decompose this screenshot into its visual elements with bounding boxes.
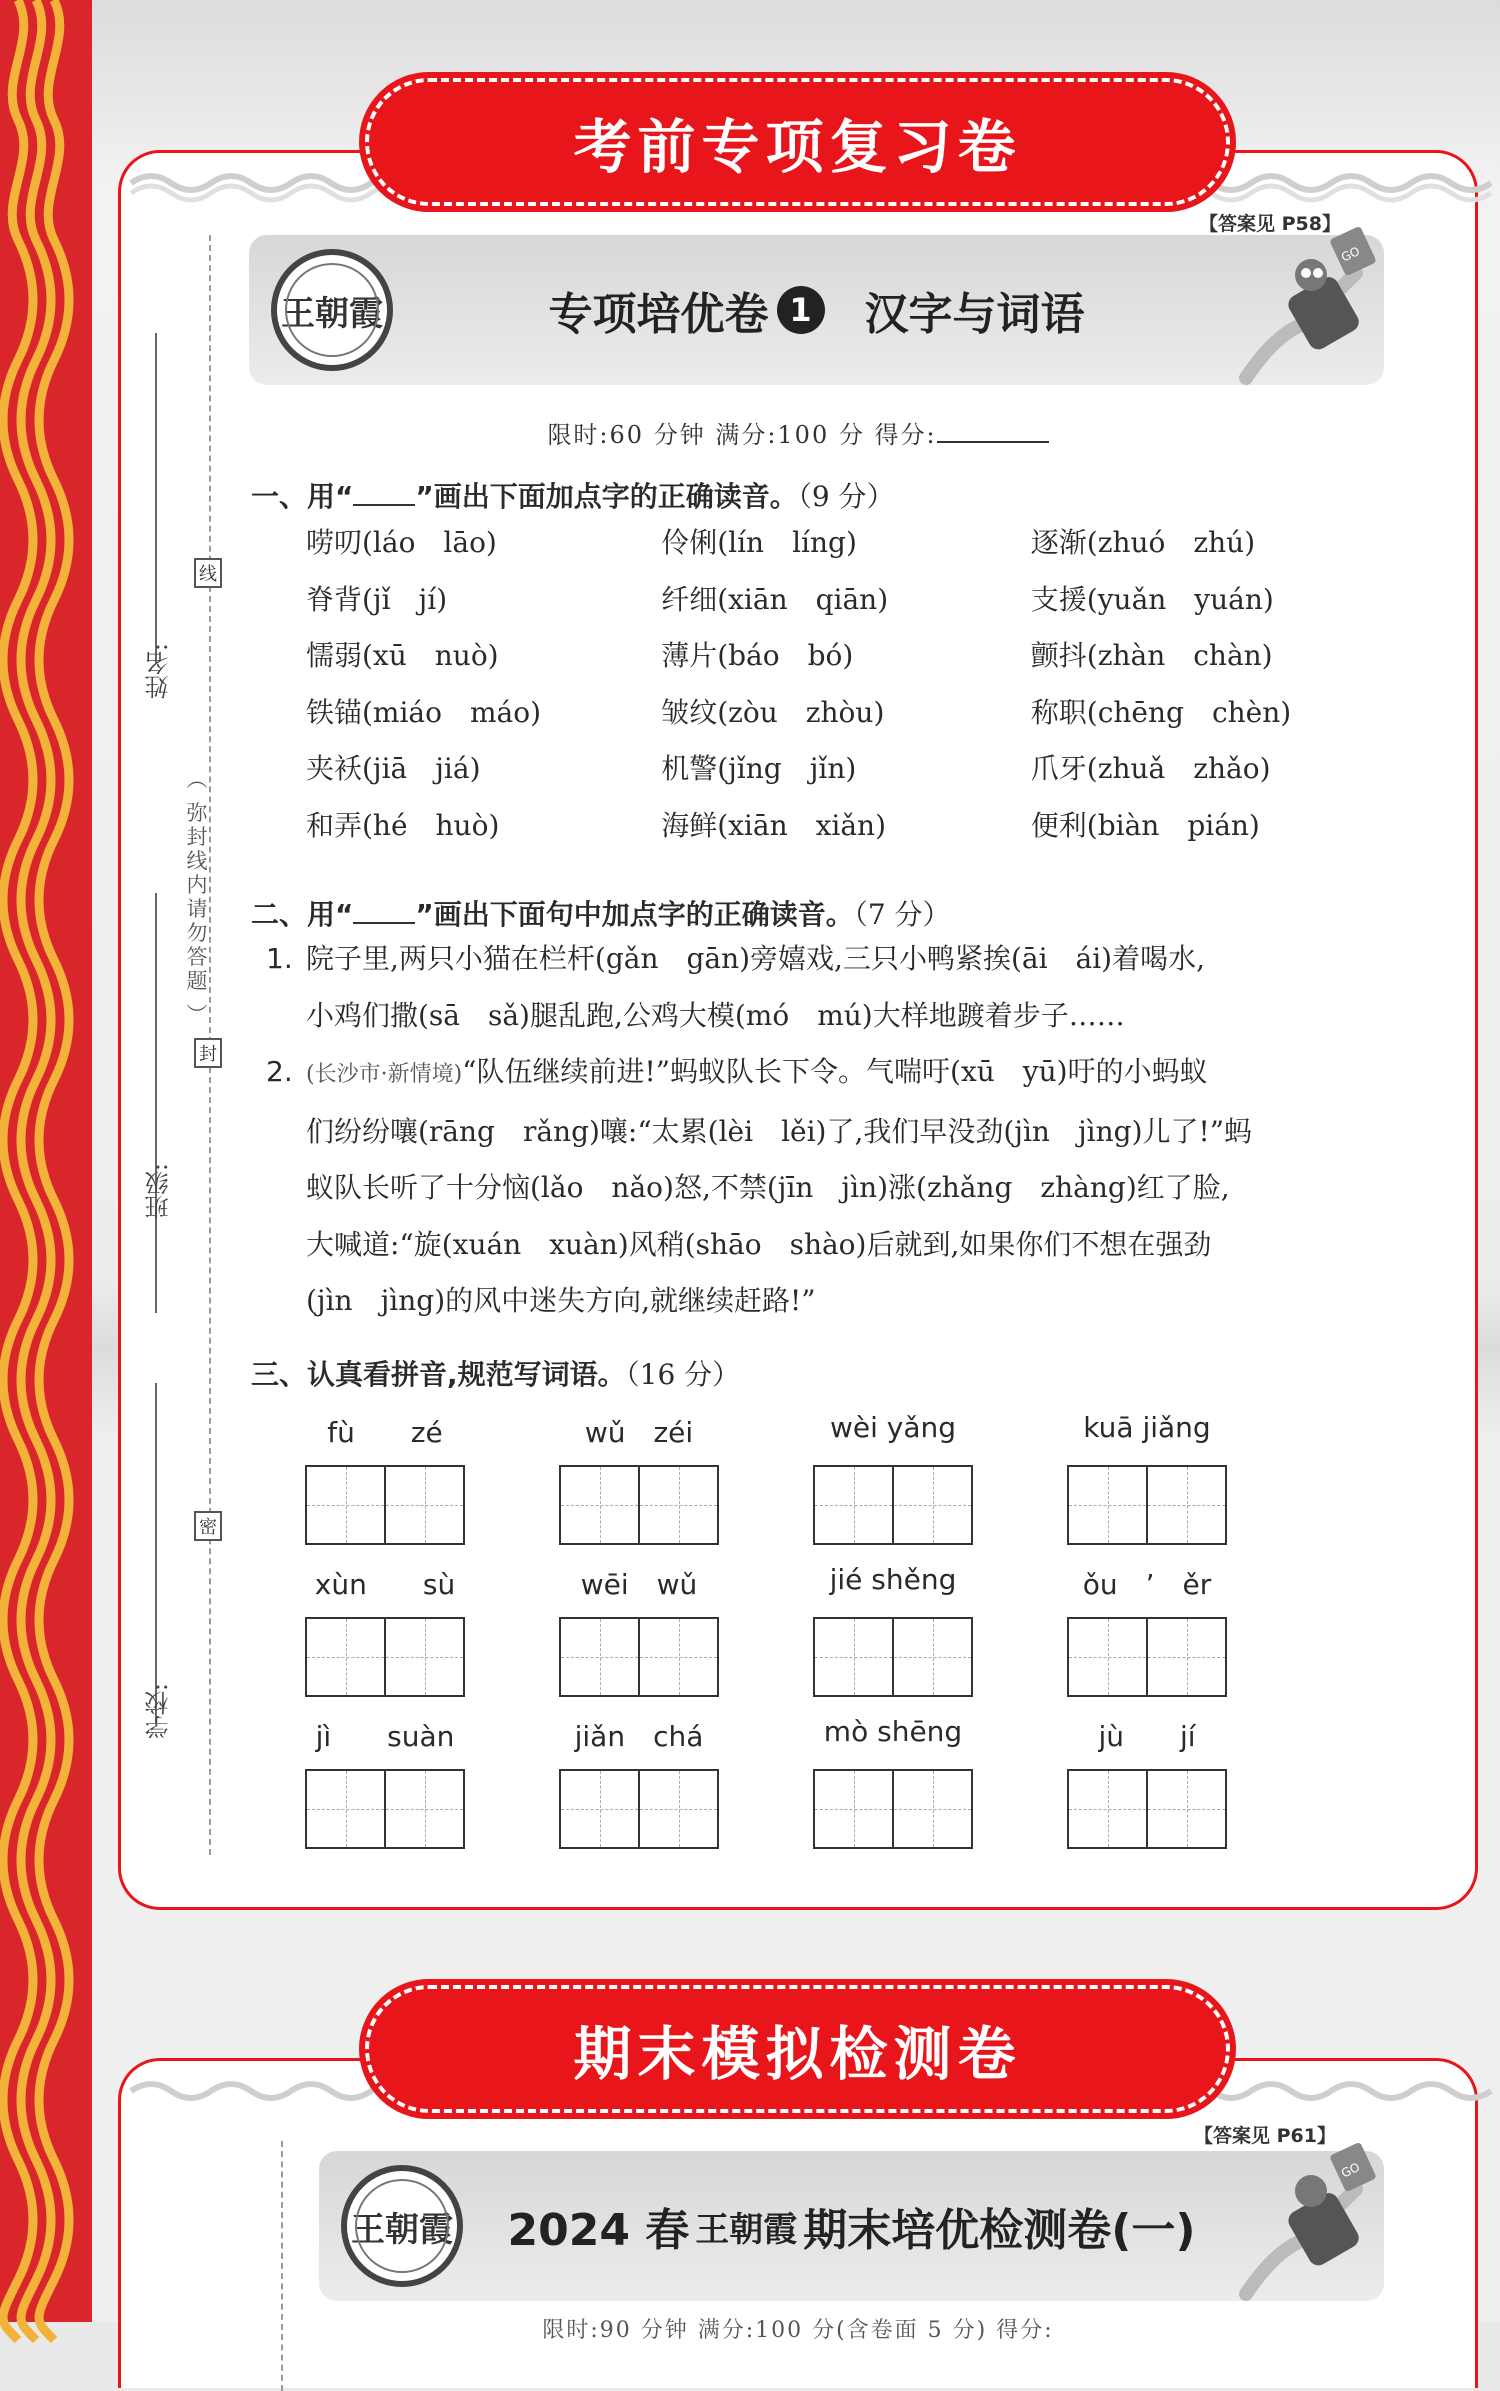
seal-warning-note: （ 弥封线内请勿答题 ） (184, 768, 208, 1028)
paper-title (429, 2151, 1274, 2301)
tianzige-boxes[interactable] (813, 1617, 973, 1697)
title-main: 汉字与词语 (864, 289, 1085, 340)
score-blank[interactable] (937, 421, 1049, 443)
q1-item[interactable]: 海鲜(xiān xiǎn) (661, 808, 886, 842)
pinyin-box-item (305, 1715, 465, 1849)
tianzige-boxes[interactable] (305, 1617, 465, 1697)
q2-passage-1[interactable] (266, 931, 1396, 1044)
pinyin-label: kuā jiǎng (1083, 1411, 1211, 1444)
pinyin-label: wǔ zéi (584, 1416, 694, 1449)
pinyin-label: xùn sù (314, 1568, 456, 1601)
q1-item[interactable]: 薄片(báo bó) (661, 639, 854, 673)
q1-item[interactable]: 唠叨(láo lāo) (306, 526, 497, 560)
tianzige-boxes[interactable] (559, 1769, 719, 1849)
paper-title-box (249, 235, 1384, 385)
q2-p2-line: 们纷纷嚷(rāng rǎng)嚷:“太累(lèi lěi)了,我们早没劲(jìn jìng)儿了!”蚂 (306, 1114, 1253, 1148)
q3-points: （16 分） (625, 1358, 741, 1391)
q1-item[interactable]: 纤细(xiān qiān) (661, 582, 889, 616)
tianzige-boxes[interactable] (559, 1465, 719, 1545)
q1-row (306, 796, 1386, 853)
svg-text:GO: GO (1339, 2160, 1363, 2181)
tianzige-boxes[interactable] (1067, 1617, 1227, 1697)
pinyin-label: jù jí (1098, 1720, 1196, 1753)
tianzige-boxes[interactable] (559, 1617, 719, 1697)
brand-logo: 王朝霞 (341, 2165, 463, 2287)
pinyin-box-item (813, 1715, 973, 1849)
title-number-badge: 1 (777, 286, 825, 334)
seal-mark-feng: 封 (194, 1038, 222, 1068)
pinyin-box-item (1067, 1563, 1227, 1697)
q2-p1-line: 院子里,两只小猫在栏杆(gǎn gān)旁嬉戏,三只小鸭紧挨(āi ái)着喝水, (306, 942, 1205, 975)
svg-text:GO: GO (1339, 244, 1363, 265)
seal-mark-mi: 密 (194, 1511, 222, 1541)
q1-item[interactable]: 逐渐(zhuó zhú) (1030, 526, 1256, 560)
q1-item[interactable]: 支援(yuǎn yuán) (1030, 582, 1274, 616)
q2-points: （7 分） (853, 898, 951, 931)
q3-title: 三、认真看拼音,规范写词语。 (251, 1358, 626, 1391)
q1-row (306, 626, 1386, 683)
pinyin-box-item (1067, 1411, 1227, 1545)
class-label: 班级: (145, 1163, 173, 1220)
answer-reference: 【答案见 P61】 (1190, 2121, 1340, 2148)
pinyin-label: wēi wǔ (580, 1568, 698, 1601)
section-banner-final-mock: 期末模拟检测卷 (365, 1985, 1230, 2113)
tianzige-boxes[interactable] (305, 1769, 465, 1849)
tianzige-boxes[interactable] (813, 1465, 973, 1545)
name-write-line (155, 333, 157, 663)
q2-p2-number: 2. (266, 1055, 293, 1088)
pinyin-label: mò shēng (823, 1715, 963, 1748)
pinyin-label: jì suàn (315, 1720, 455, 1753)
pinyin-box-item (1067, 1715, 1227, 1849)
left-decorative-band (0, 0, 92, 2322)
q1-item[interactable]: 称职(chēng chèn) (1030, 695, 1292, 729)
q1-item[interactable]: 便利(biàn pián) (1030, 808, 1260, 842)
q2-p2-source: (长沙市·新情境) (306, 1062, 463, 1087)
pinyin-label: jié shěng (829, 1563, 957, 1596)
school-write-line (155, 1383, 157, 1723)
mascot-rocket-icon (1236, 213, 1376, 383)
title-main: 期末培优检测卷(一) (803, 2205, 1196, 2256)
q2-passage-2[interactable] (266, 1044, 1396, 1330)
paper-title-box (319, 2151, 1384, 2301)
q1-points: （9 分） (797, 480, 895, 513)
q1-item[interactable]: 伶俐(lín líng) (661, 526, 857, 560)
q1-item[interactable]: 夹袄(jiā jiá) (306, 752, 481, 786)
tianzige-boxes[interactable] (813, 1769, 973, 1849)
seal-dashed-line (281, 2141, 283, 2391)
underline-mark (353, 482, 415, 506)
wavy-stripes-decoration (0, 0, 92, 2322)
title-prefix: 专项培优卷 (548, 289, 769, 340)
q1-item[interactable]: 和弄(hé huò) (306, 808, 500, 842)
question-2-title (251, 893, 951, 933)
pinyin-label: ǒu ’ ěr (1082, 1568, 1212, 1601)
pinyin-box-item (305, 1563, 465, 1697)
q1-row (306, 739, 1386, 796)
tianzige-boxes[interactable] (1067, 1465, 1227, 1545)
title-brand: 王朝霞 (695, 2209, 798, 2250)
q1-item[interactable]: 机警(jǐng jǐn) (661, 752, 857, 786)
pinyin-box-item (813, 1563, 973, 1697)
pinyin-box-item (813, 1411, 973, 1545)
q1-title-a: 一、用“ (251, 480, 354, 513)
q1-item[interactable]: 懦弱(xū nuò) (306, 639, 499, 673)
q2-p1-line: 小鸡们撒(sā sǎ)腿乱跑,公鸡大模(mó mú)大样地踱着步子…… (306, 998, 1125, 1032)
q1-row (306, 683, 1386, 740)
title-year: 2024 春 (507, 2205, 690, 2256)
section-banner-review: 考前专项复习卷 (365, 78, 1230, 206)
pinyin-box-item (305, 1411, 465, 1545)
question-3-title (251, 1353, 740, 1393)
school-label: 学校: (145, 1683, 173, 1740)
exam-meta: 限时:90 分钟 满分:100 分(含卷面 5 分) 得分: (542, 2318, 1054, 2343)
brand-logo: 王朝霞 (271, 249, 393, 371)
seal-mark-xian: 线 (194, 558, 222, 588)
q2-p2-line: 大喊道:“旋(xuán xuàn)风稍(shāo shào)后就到,如果你们不想在强劲 (306, 1227, 1212, 1261)
q1-row (306, 570, 1386, 627)
name-label: 姓名: (145, 643, 173, 700)
q1-item[interactable]: 铁锚(miáo máo) (306, 695, 542, 729)
q1-item[interactable]: 爪牙(zhuǎ zhǎo) (1030, 752, 1271, 786)
q2-p1-number: 1. (266, 942, 293, 975)
pinyin-box-item (559, 1411, 719, 1545)
pinyin-label: wèi yǎng (829, 1411, 957, 1444)
q2-p2-line: 蚁队长听了十分恼(lǎo nǎo)怒,不禁(jīn jìn)涨(zhǎng zhàng)红了脸, (306, 1171, 1230, 1204)
q2-p2-line: “队伍继续前进!”蚂蚁队长下令。气喘吁(xū yū)吁的小蚂蚁 (462, 1055, 1208, 1088)
q1-item[interactable]: 颤抖(zhàn chàn) (1030, 639, 1273, 673)
exam-meta-text: 限时:60 分钟 满分:100 分 得分: (547, 421, 937, 449)
tianzige-boxes[interactable] (1067, 1769, 1227, 1849)
exam-paper-1 (118, 150, 1478, 1910)
q1-item[interactable]: 皱纹(zòu zhòu) (661, 695, 885, 729)
pinyin-label: jiǎn chá (574, 1720, 704, 1753)
pinyin-box-item (559, 1715, 719, 1849)
question-1-items (306, 513, 1386, 852)
q1-item[interactable]: 脊背(jǐ jí) (306, 582, 448, 616)
question-1-title (251, 475, 895, 515)
q2-p2-line: (jìn jìng)的风中迷失方向,就继续赶路!” (306, 1284, 816, 1317)
tianzige-boxes[interactable] (305, 1465, 465, 1545)
q1-title-b: ”画出下面加点字的正确读音。 (415, 480, 798, 513)
pinyin-box-item (559, 1563, 719, 1697)
underline-mark (353, 900, 415, 924)
exam-meta (121, 415, 1475, 450)
class-write-line (155, 893, 157, 1313)
answer-reference: 【答案见 P58】 (1195, 209, 1345, 236)
q1-row (306, 513, 1386, 570)
q2-title-a: 二、用“ (251, 898, 354, 931)
mascot-rocket-icon (1236, 2129, 1376, 2299)
paper-title (409, 235, 1224, 385)
question-2-passages (266, 931, 1396, 1330)
pinyin-label: fù zé (327, 1416, 443, 1449)
q2-title-b: ”画出下面句中加点字的正确读音。 (415, 898, 854, 931)
